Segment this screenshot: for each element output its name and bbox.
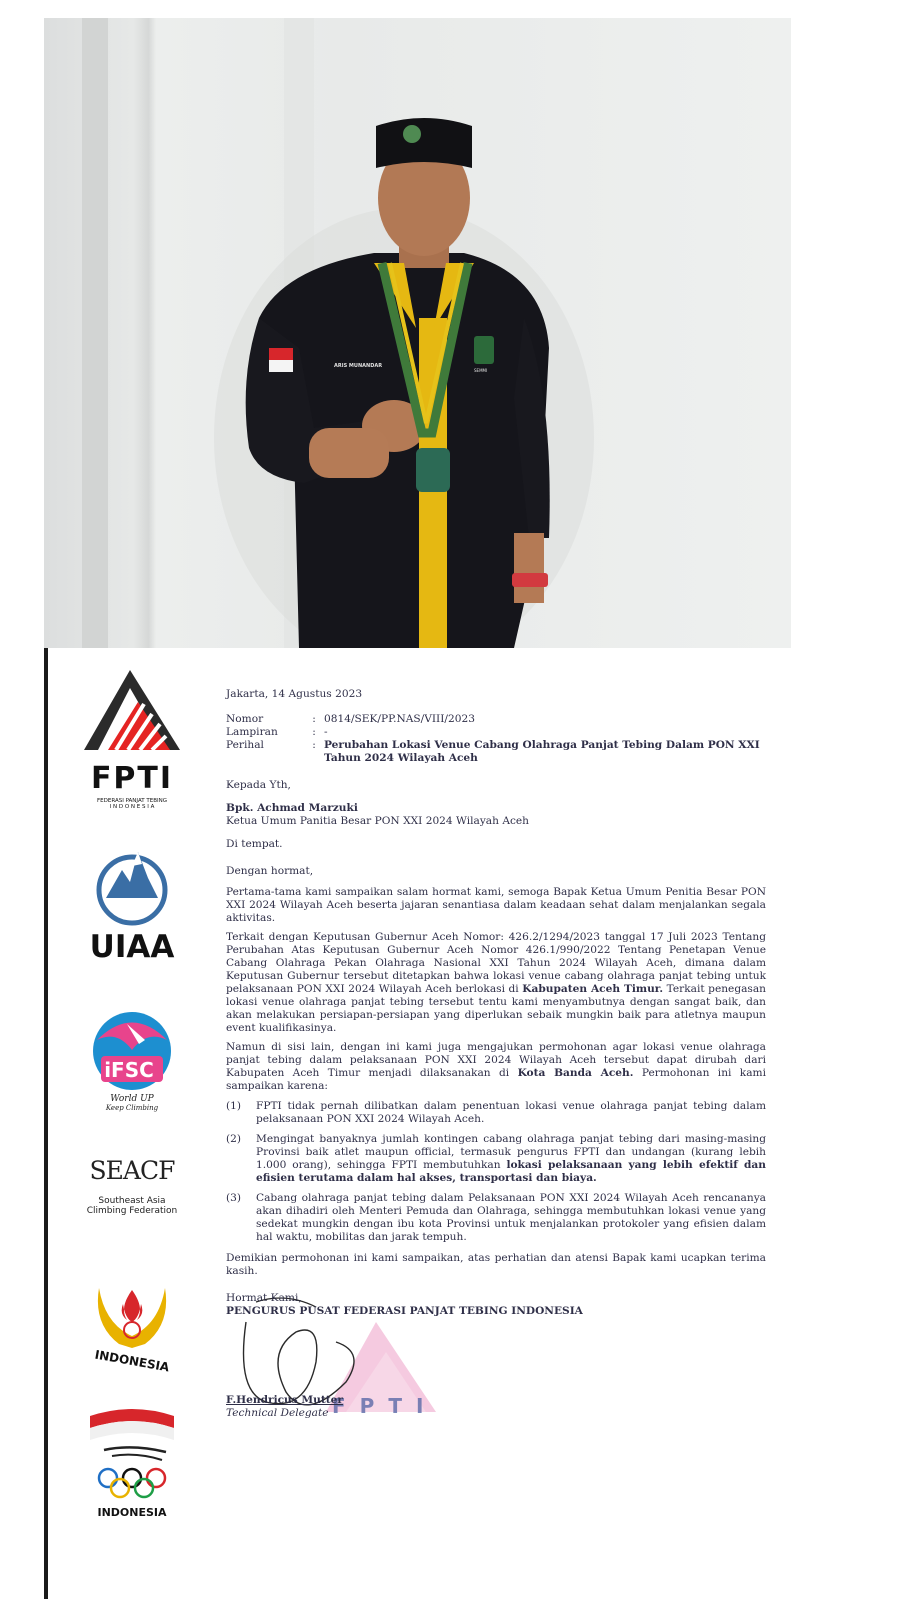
paragraph-2-text-a: Terkait dengan Keputusan Gubernur Aceh Nomor: 426.2/1294/2023 tanggal 17 Juli 2023 Tentang Perubahan Atas Keputusan Gubernur Aceh Nomor 426.1/990/2022 Tentang Penetapan Venue Cabang Olahraga Pekan Olahraga Nasional XXI Tahun 2024 Wilayah Aceh, dimana dalam Keputusan Gubernur tersebut ditetapkan bahwa lokasi venue cabang olahraga panjat tebing untuk pelaksanaan PON XXI 2024 Wilayah Aceh berlokasi di	[226, 931, 766, 995]
signer-title: Technical Delegate	[226, 1407, 329, 1419]
badge-name-label: ARIS MUNANDAR	[334, 363, 383, 369]
meta-label: Lampiran	[226, 726, 278, 738]
ifsc-tagline-2: Keep Climbing	[105, 1104, 159, 1112]
list-item-number: (1)	[226, 1100, 242, 1112]
paragraph-2	[226, 931, 766, 1035]
uiaa-acronym: UIAA	[89, 929, 175, 965]
list-item-body	[256, 1133, 766, 1185]
uiaa-logo	[84, 846, 180, 964]
fpti-country: I N D O N E S I A	[109, 804, 155, 810]
seacf-acronym: SEACF	[89, 1156, 175, 1185]
meta-row-lampiran	[226, 726, 766, 739]
seacf-line-2: Climbing Federation	[86, 1206, 178, 1216]
list-item-text: Cabang olahraga panjat tebing dalam Pelaksanaan PON XXI 2024 Wilayah Aceh rencananya akan dihadiri oleh Menteri Pemuda dan Olahraga, sehingga membutuhkan lokasi venue yang sedekat mungkin dengan ibu kota Provinsi untuk menjalankan protokoler yang efisien dalam hal waktu, mobilitas dan jarak tempuh.	[256, 1192, 766, 1243]
meta-colon: :	[312, 726, 316, 738]
ifsc-acronym: iFSC	[104, 1058, 154, 1082]
list-item-number: (2)	[226, 1133, 242, 1145]
seacf-line-1: Southeast Asia	[98, 1196, 166, 1206]
koni-emblem-icon	[89, 1274, 175, 1354]
sign-greeting: Hormat Kami,	[226, 1292, 302, 1304]
closing-paragraph: Demikian permohonan ini kami sampaikan, atas perhatian dan atensi Bapak kami ucapkan terima kasih.	[226, 1252, 766, 1277]
paragraph-3-bold: Kota Banda Aceh.	[517, 1067, 634, 1079]
ifsc-logo	[84, 1010, 180, 1112]
recipient-name: Bpk. Achmad Marzuki	[226, 802, 358, 814]
ifsc-tagline-1: World UP	[110, 1094, 154, 1104]
list-item	[226, 1100, 766, 1126]
recipient-title: Ketua Umum Panitia Besar PON XXI 2024 Wilayah Aceh	[226, 815, 529, 827]
paragraph-2-text-c: Terkait penegasan lokasi venue olahraga panjat tebing tersebut tentu kami menyambutnya dengan sangat baik, dan akan melakukan persiapan-persiapan yang diperlukan sebaik mungkin baik para atletnya maupun event kualifikasinya.	[226, 983, 766, 1034]
paragraph-1: Pertama-tama kami sampaikan salam hormat kami, semoga Bapak Ketua Umum Penitia Besar PON XXI 2024 Wilayah Aceh beserta jajaran senantiasa dalam keadaan sehat dalam menjalankan segala aktivitas.	[226, 886, 766, 924]
meta-value: -	[324, 726, 328, 738]
list-item-bold: lokasi pelaksanaan yang lebih efektif dan efisien terutama dalam hal akses, transportasi dan biaya.	[256, 1159, 767, 1184]
meta-value: Perubahan Lokasi Venue Cabang Olahraga Panjat Tebing Dalam PON XXI Tahun 2024 Wilayah Aceh	[324, 739, 760, 764]
list-item-text: Mengingat banyaknya jumlah kontingen cabang olahraga panjat tebing dari masing-masing Provinsi baik atlet maupun official, termasuk pengurus FPTI dan undangan (kurang lebih 1.000 orang), sehingga FPTI membutuhkan	[256, 1133, 766, 1171]
meta-value: 0814/SEK/PP.NAS/VIII/2023	[324, 713, 475, 725]
logo-sidebar	[48, 648, 218, 1599]
paragraph-3-text-c: Permohonan ini kami sampaikan karena:	[226, 1067, 766, 1092]
list-item	[226, 1192, 766, 1244]
olympic-rings-icon	[82, 1406, 182, 1502]
fpti-acronym: FPTI	[90, 761, 174, 796]
letter-document	[48, 648, 791, 1599]
uiaa-mountain-icon	[92, 846, 172, 926]
fpti-logo	[76, 662, 188, 810]
fpti-full-name: FEDERASI PANJAT TEBING	[97, 798, 167, 804]
meta-row-nomor	[226, 713, 766, 726]
fpti-emblem-icon	[80, 662, 184, 758]
letter-body	[226, 688, 766, 1432]
seacf-logo	[76, 1156, 188, 1216]
badge-logo-label: SEMMI	[474, 368, 488, 373]
meta-label: Perihal	[226, 739, 264, 751]
profile-photo	[44, 18, 791, 648]
koni-logo	[84, 1274, 180, 1375]
greeting: Dengan hormat,	[226, 865, 314, 877]
signature-block	[226, 1292, 766, 1432]
paragraph-3	[226, 1041, 766, 1093]
list-item-number: (3)	[226, 1192, 242, 1204]
sign-organization: PENGURUS PUSAT FEDERASI PANJAT TEBING INDONESIA	[226, 1305, 583, 1317]
meta-row-perihal	[226, 739, 766, 765]
place-date: Jakarta, 14 Agustus 2023	[226, 688, 363, 700]
recipient-location: Di tempat.	[226, 838, 283, 850]
person-figure	[44, 18, 791, 648]
koni-label: INDONESIA	[93, 1347, 171, 1375]
meta-colon: :	[312, 713, 316, 725]
to-prefix: Kepada Yth,	[226, 779, 291, 791]
noc-label: INDONESIA	[97, 1506, 167, 1519]
signer-name: F.Hendricus Mutter	[226, 1394, 343, 1406]
paragraph-2-bold: Kabupaten Aceh Timur.	[522, 983, 664, 995]
meta-label: Nomor	[226, 713, 264, 725]
list-item	[226, 1133, 766, 1185]
noc-indonesia-logo	[78, 1406, 186, 1519]
stamp-text: FPTI	[332, 1394, 438, 1418]
meta-colon: :	[312, 739, 316, 751]
paragraph-3-text-a: Namun di sisi lain, dengan ini kami juga mengajukan permohonan agar lokasi venue olahraga panjat tebing dalam pelaksanaan PON XXI 2024 Wilayah Aceh tersebut dapat dirubah dari Kabupaten Aceh Timur menjadi dilaksanakan di	[226, 1041, 766, 1079]
list-item-text: FPTI tidak pernah dilibatkan dalam penentuan lokasi venue olahraga panjat tebing dalam pelaksanaan PON XXI 2024 Wilayah Aceh.	[256, 1100, 766, 1125]
